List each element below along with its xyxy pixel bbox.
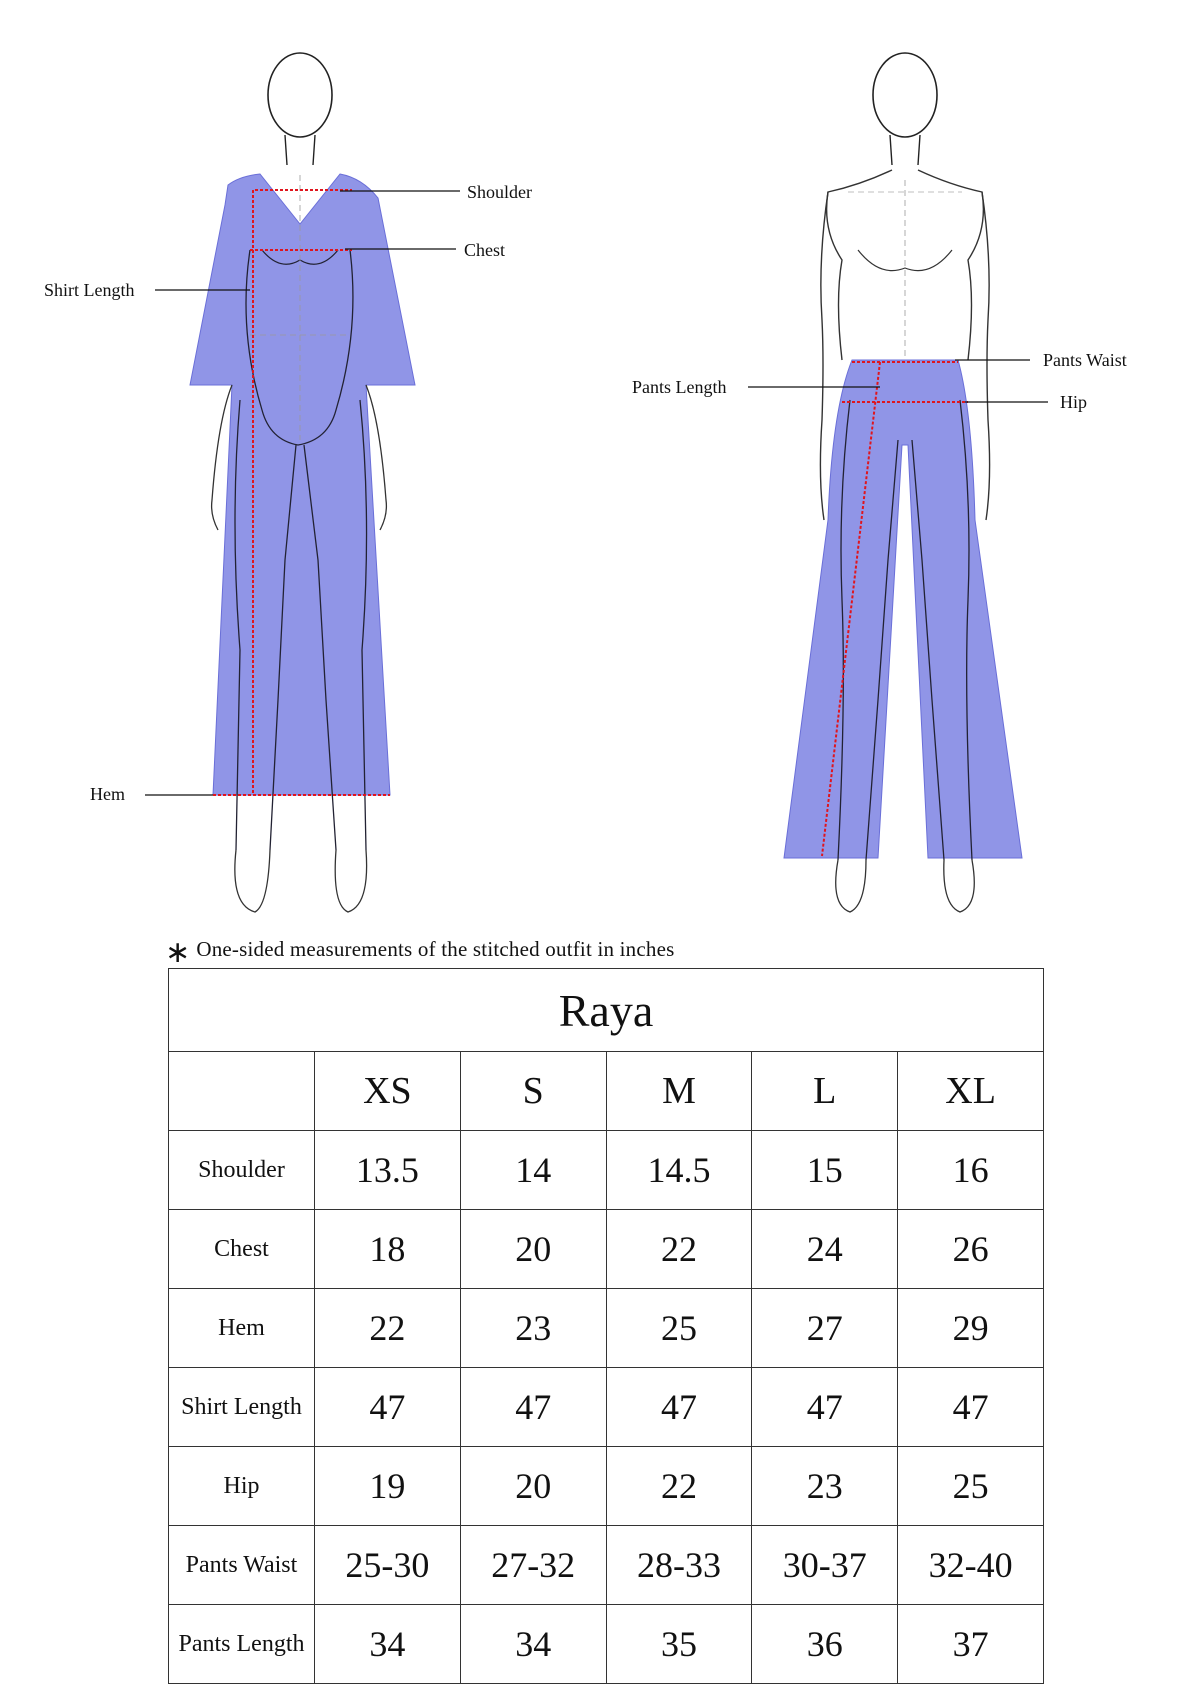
table-cell: 34 — [315, 1605, 461, 1684]
table-cell: 47 — [606, 1368, 752, 1447]
label-pants-length: Pants Length — [632, 377, 727, 397]
table-cell: 13.5 — [315, 1131, 461, 1210]
table-cell: 32-40 — [898, 1526, 1044, 1605]
head-outline — [268, 53, 332, 137]
row-label: Chest — [169, 1210, 315, 1289]
table-cell: 14.5 — [606, 1131, 752, 1210]
table-cell: 23 — [752, 1447, 898, 1526]
pants-garment — [784, 360, 1022, 858]
size-header-row — [169, 1052, 1044, 1131]
row-label: Hip — [169, 1447, 315, 1526]
table-cell: 15 — [752, 1131, 898, 1210]
head-outline — [873, 53, 937, 137]
label-shirt-length: Shirt Length — [44, 280, 135, 300]
label-pants-waist: Pants Waist — [1043, 350, 1127, 370]
size-header: XS — [315, 1052, 461, 1131]
table-title: Raya — [169, 969, 1044, 1052]
table-cell: 25 — [898, 1447, 1044, 1526]
pants-figure — [632, 53, 1127, 912]
table-cell: 16 — [898, 1131, 1044, 1210]
table-cell: 26 — [898, 1210, 1044, 1289]
shirt-figure — [44, 53, 532, 912]
asterisk-icon: ∗ — [165, 935, 191, 970]
row-label: Pants Waist — [169, 1526, 315, 1605]
table-cell: 29 — [898, 1289, 1044, 1368]
label-hip: Hip — [1060, 392, 1087, 412]
table-cell: 36 — [752, 1605, 898, 1684]
label-hem: Hem — [90, 784, 125, 804]
table-cell: 28-33 — [606, 1526, 752, 1605]
table-cell: 37 — [898, 1605, 1044, 1684]
table-cell: 27 — [752, 1289, 898, 1368]
note-text: One-sided measurements of the stitched outfit in inches — [196, 937, 675, 961]
row-label: Shoulder — [169, 1131, 315, 1210]
size-chart-table — [168, 968, 1044, 1684]
table-row — [169, 1605, 1044, 1684]
table-row — [169, 1131, 1044, 1210]
header-blank-cell — [169, 1052, 315, 1131]
table-cell: 23 — [460, 1289, 606, 1368]
table-cell: 22 — [606, 1210, 752, 1289]
table-cell: 35 — [606, 1605, 752, 1684]
table-cell: 30-37 — [752, 1526, 898, 1605]
table-cell: 47 — [315, 1368, 461, 1447]
table-cell: 20 — [460, 1210, 606, 1289]
table-cell: 22 — [606, 1447, 752, 1526]
table-row — [169, 1526, 1044, 1605]
row-label: Hem — [169, 1289, 315, 1368]
table-row — [169, 1447, 1044, 1526]
table-cell: 47 — [460, 1368, 606, 1447]
size-header: M — [606, 1052, 752, 1131]
table-cell: 47 — [898, 1368, 1044, 1447]
table-cell: 20 — [460, 1447, 606, 1526]
row-label: Shirt Length — [169, 1368, 315, 1447]
table-cell: 47 — [752, 1368, 898, 1447]
table-row — [169, 1210, 1044, 1289]
row-label: Pants Length — [169, 1605, 315, 1684]
label-shoulder: Shoulder — [467, 182, 532, 202]
shirt-garment — [190, 174, 415, 795]
table-row — [169, 1368, 1044, 1447]
table-cell: 14 — [460, 1131, 606, 1210]
table-cell: 19 — [315, 1447, 461, 1526]
label-chest: Chest — [464, 240, 506, 260]
table-cell: 27-32 — [460, 1526, 606, 1605]
table-cell: 22 — [315, 1289, 461, 1368]
table-cell: 24 — [752, 1210, 898, 1289]
size-header: S — [460, 1052, 606, 1131]
table-cell: 25-30 — [315, 1526, 461, 1605]
table-cell: 34 — [460, 1605, 606, 1684]
measurement-note — [165, 935, 674, 970]
size-header: L — [752, 1052, 898, 1131]
table-cell: 18 — [315, 1210, 461, 1289]
table-row — [169, 1289, 1044, 1368]
size-header: XL — [898, 1052, 1044, 1131]
table-cell: 25 — [606, 1289, 752, 1368]
